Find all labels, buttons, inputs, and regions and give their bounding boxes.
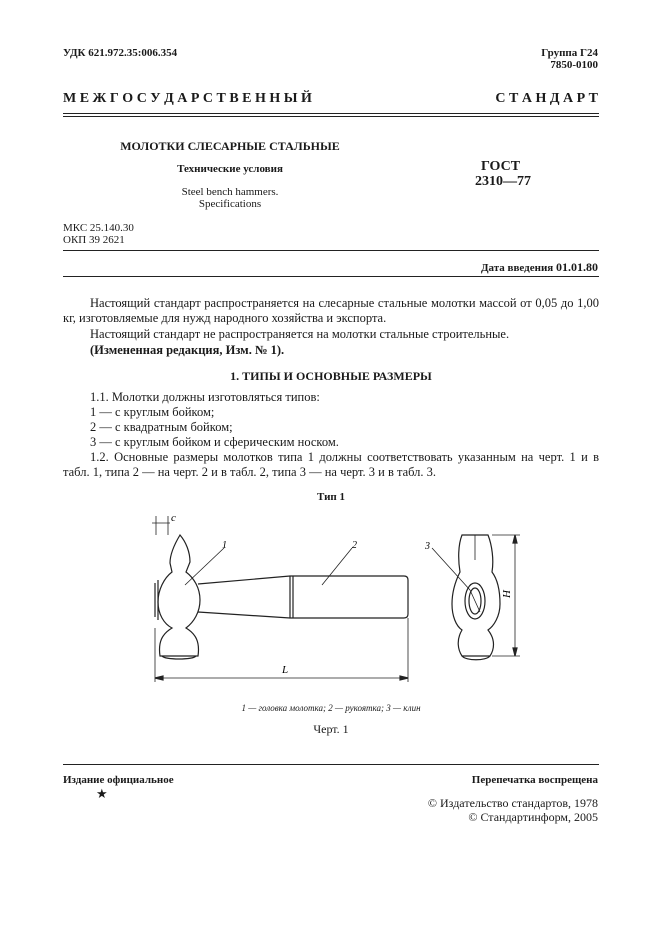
footer-rule [63, 764, 599, 765]
gost-number: 2310—77 [475, 174, 531, 189]
type-3-item: 3 — с круглым бойком и сферическим носком. [90, 435, 339, 449]
mks-code: МКС 25.140.30 [63, 222, 134, 234]
paragraph-exclusion: Настоящий стандарт не распространяется на молотки стальные строительные. [90, 327, 510, 341]
banner-interstate: М Е Ж Г О С У Д А Р С Т В Е Н Н Ы Й [63, 91, 312, 106]
document-subtitle: Технические условия [177, 163, 283, 175]
section-heading: 1. ТИПЫ И ОСНОВНЫЕ РАЗМЕРЫ [230, 369, 432, 383]
type-2-item: 2 — с квадратным бойком; [90, 420, 233, 434]
reprint-notice: Перепечатка воспрещена [471, 774, 598, 786]
banner-standard: С Т А Н Д А Р Т [495, 91, 598, 106]
figure-legend: 1 — головка молотка; 2 — рукоятка; 3 — клин [241, 703, 421, 713]
star-icon: ★ [96, 786, 108, 801]
clause-1-2: 1.2. Основные размеры молотков типа 1 должны соответствовать указанным на черт. 1 и в табл. 1, типа 2 — на черт. 2 и в табл. 2, типа 3 — на черт. 3 и в табл. 3. [63, 450, 599, 479]
handle-shape [198, 576, 408, 618]
figure-caption: Черт. 1 [313, 722, 349, 736]
label-c: c [171, 512, 176, 524]
intro-date-label: Дата введения [480, 262, 554, 274]
title-english-2: Specifications [198, 198, 262, 210]
udk-code: УДК 621.972.35:006.354 [63, 47, 178, 59]
label-2: 2 [352, 540, 357, 551]
product-code: 7850-0100 [550, 59, 598, 71]
title-english-1: Steel bench hammers. [181, 186, 279, 198]
label-3: 3 [425, 541, 430, 552]
document-title: МОЛОТКИ СЛЕСАРНЫЕ СТАЛЬНЫЕ [120, 139, 340, 153]
group-code: Группа Г24 [541, 47, 598, 59]
clause-1-1: 1.1. Молотки должны изготовляться типов: [90, 390, 320, 404]
gost-label: ГОСТ [481, 159, 521, 174]
label-h: H [501, 590, 513, 598]
label-1: 1 [222, 540, 227, 551]
type-1-item: 1 — с круглым бойком; [90, 405, 215, 419]
hammer-head-side [158, 535, 200, 656]
official-edition: Издание официальное [63, 774, 174, 786]
figure-title: Тип 1 [317, 491, 345, 503]
label-l: L [282, 664, 289, 676]
paragraph-scope: Настоящий стандарт распространяется на слесарные стальные молотки массой от 0,05 до 1,00 кг, изготовляемые для нужд народного хозяйства и экспорта. [63, 296, 599, 325]
intro-date-value: 01.01.80 [556, 260, 598, 274]
copyright-1978: © Издательство стандартов, 1978 [427, 796, 598, 810]
okp-code: ОКП 39 2621 [63, 234, 125, 246]
copyright-2005: © Стандартинформ, 2005 [468, 810, 598, 824]
paragraph-amendment: (Измененная редакция, Изм. № 1). [90, 343, 285, 357]
hammer-head-front [452, 535, 500, 656]
